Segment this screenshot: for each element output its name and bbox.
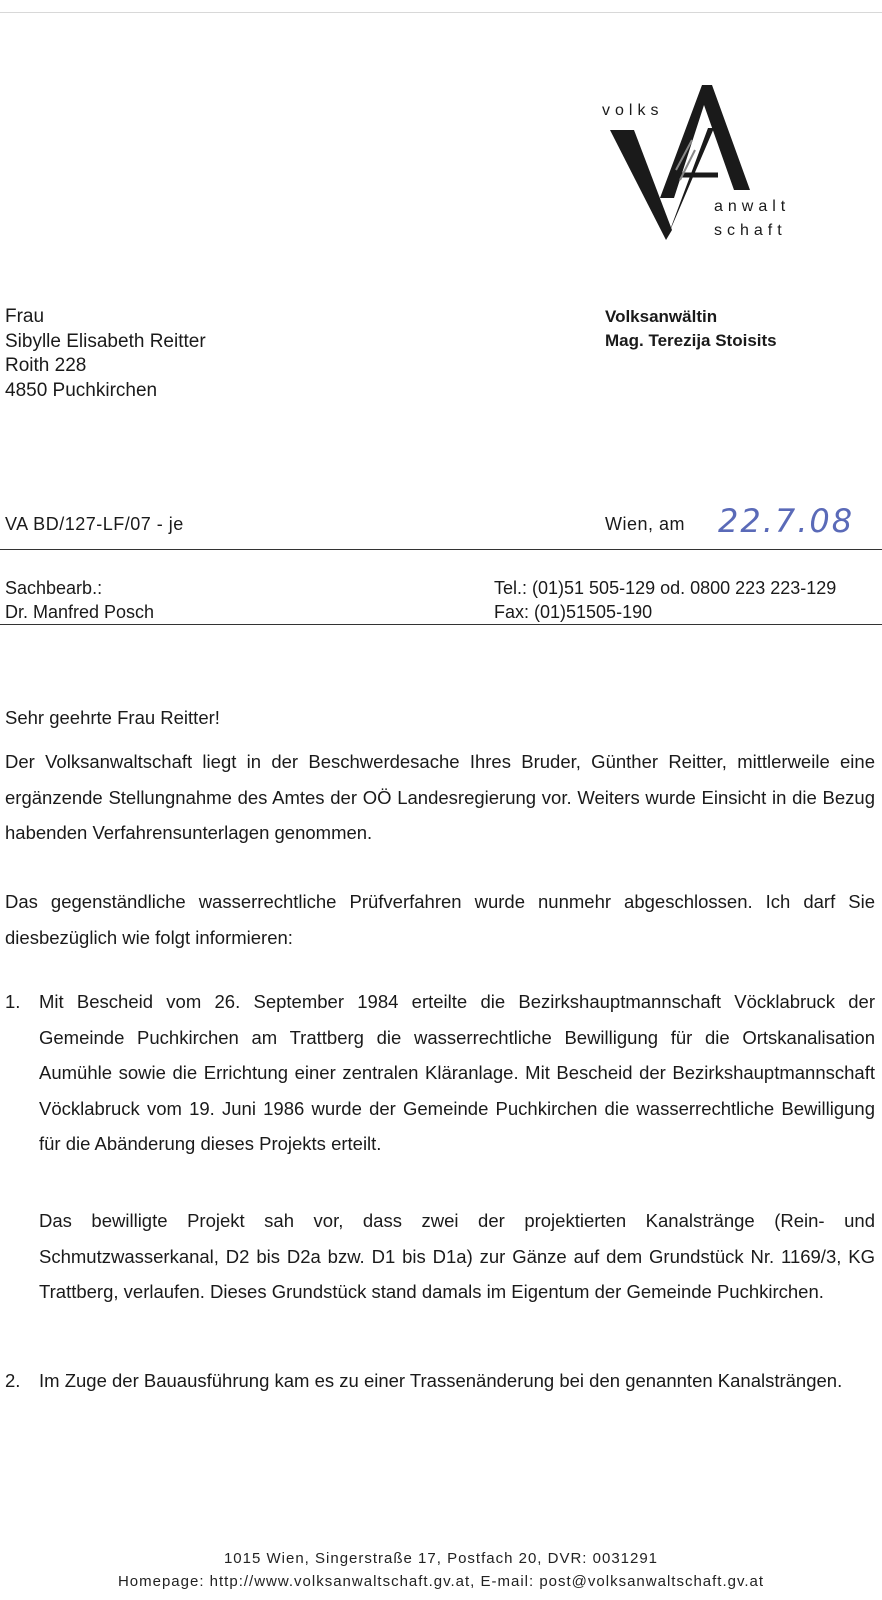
place-label: Wien, am (605, 514, 686, 534)
letter-paragraph-2: Das gegenständliche wasserrechtliche Prüfverfahren wurde nunmehr abgeschlossen. Ich darf Sie diesbezüglich wie folgt informieren: (5, 891, 875, 948)
letter-paragraph-1: Der Volksanwaltschaft liegt in der Beschwerdesache Ihres Bruder, Günther Reitter, mittlerweile eine ergänzende Stellungnahme des Amtes der OÖ Landesregierung vor. Weiters wurde Einsicht in die Bezug habenden Verfahrensunterlagen genommen. (5, 751, 875, 843)
list-item-number: 1. (5, 991, 21, 1012)
sender-title: Volksanwältin (605, 307, 718, 326)
reference-number: VA BD/127-LF/07 - je (5, 514, 184, 534)
letter-salutation: Sehr geehrte Frau Reitter! (5, 707, 220, 728)
recipient-city: 4850 Puchkirchen (5, 379, 158, 401)
list-item-text-2: Das bewilligte Projekt sah vor, dass zwei der projektierten Kanalstränge (Rein- und Schmutzwasserkanal, D2 bis D2a bzw. D1 bis D1a) zur Gänze auf dem Grundstück Nr. 1169/3, KG Trattberg, verlaufen. Dieses Grundstück stand damals im Eigentum der Gemeinde Puchkirchen. (39, 1210, 875, 1302)
contact-fax: Fax: (01)51505-190 (494, 602, 653, 622)
recipient-street: Roith 228 (5, 355, 87, 376)
recipient-name: Sibylle Elisabeth Reitter (5, 330, 206, 352)
handwritten-date: 22.7.08 (718, 502, 855, 540)
list-item-text: Im Zuge der Bauausführung kam es zu einer Trassenänderung bei den genannten Kanalsträngen. (39, 1370, 843, 1391)
recipient-title: Frau (5, 306, 45, 327)
list-item-number: 2. (5, 1370, 21, 1391)
list-item-text: Mit Bescheid vom 26. September 1984 erteilte die Bezirkshauptmannschaft Vöcklabruck der Gemeinde Puchkirchen am Trattberg die wasserrechtliche Bewilligung für die Ortskanalisation Aumühle sowie die Errichtung einer zentralen Kläranlage. Mit Bescheid der Bezirkshauptmannschaft Vöcklabruck vom 19. Juni 1986 wurde der Gemeinde Puchkirchen die wasserrechtliche Bewilligung für die Abänderung dieses Projekts erteilt. (39, 991, 875, 1154)
logo-word-volks: volks (602, 102, 664, 119)
numbered-list (5, 0, 875, 1600)
clerk-label: Sachbearb.: (5, 578, 103, 598)
logo-word-schaft: schaft (714, 222, 787, 239)
sender-name: Mag. Terezija Stoisits (605, 331, 777, 350)
footer-address: 1015 Wien, Singerstraße 17, Postfach 20, DVR: 0031291 (223, 1550, 659, 1567)
contact-tel: Tel.: (01)51 505-129 od. 0800 223 223-129 (494, 578, 837, 598)
clerk-name: Dr. Manfred Posch (5, 602, 155, 622)
logo-word-anwalt: anwalt (714, 198, 791, 215)
footer-contact: Homepage: http://www.volksanwaltschaft.gv.at, E-mail: post@volksanwaltschaft.gv.at (117, 1573, 765, 1590)
